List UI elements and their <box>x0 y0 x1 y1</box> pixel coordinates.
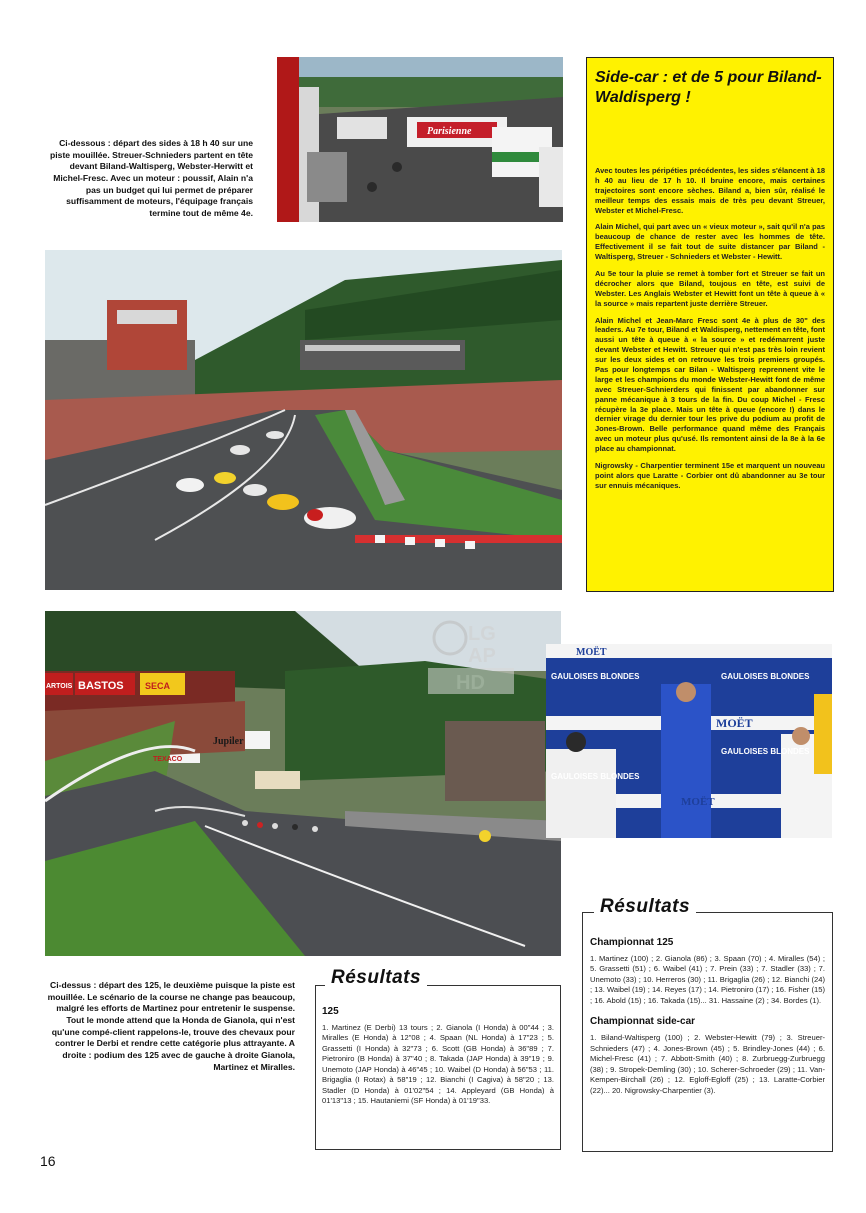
seca-sign: SECA <box>145 681 171 691</box>
sidecar-article-title: Side-car : et de 5 pour Biland-Waldisperg ! <box>595 69 822 106</box>
watermark-logo <box>428 612 514 696</box>
results-125-category: 125 <box>322 1006 339 1017</box>
championship-sidecar-text: 1. Biland-Waltisperg (100) ; 2. Webster-Hewitt (79) ; 3. Streuer-Schnieders (47) ; 4. Jones-Brown (45) ; 5. Brindley-Jones (44) ; 6. Michel-Fresc (41) ; 7. Abbott-Smith (40) ; 8. Zurbruegg-Zurbruegg (38) ; 9. Stropek-Demling (30) ; 10. Scherer-Schroeder (29) ; 11. Van-Kempen-Birchall (26) ; 12. Egloff-Egloff (25) ; 13. Laratte-Corbier (22)... 20. Nigrowsky-Charpentier (3). <box>590 1033 825 1095</box>
moet-sign: MOËT <box>681 796 715 808</box>
parisienne-sign: Parisienne <box>427 126 472 137</box>
photo-sidecar-start <box>45 250 562 590</box>
gauloises-sign: GAULOISES BLONDES <box>551 672 640 681</box>
caption-125-start: Ci-dessus : départ des 125, le deuxième puisque la piste est mouillée. Le scénario de la course ne change pas beaucoup, malgré les efforts de Martinez pour entretenir le suspense. Tout le monde attend que la Honda de Gianola, qui n'est qu'une compé-client rappelons-le, trouve des chevaux pour contrer le Derbi et rendre cette catégorie plus attrayante. A droite : podium des 125 avec de gauche à droite Gianola, Martinez et Miralles. <box>47 980 295 1072</box>
svg-text:AP: AP <box>468 645 496 667</box>
sidecar-paragraph: Nigrowsky - Charpentier terminent 15e et marquent un nouveau point alors que Laratte - Corbier ont dû abandonner au 3e tour sur ennuis mécaniques. <box>595 461 825 490</box>
results-125-heading: Résultats <box>325 967 427 989</box>
svg-text:LG: LG <box>468 623 496 645</box>
artois-sign: ARTOIS <box>46 683 73 690</box>
sidecar-paragraph: Avec toutes les péripéties précédentes, les sides s'élancent à 18 h 40 au lieu de 17 h 10. Il bruine encore, mais certaines trajectoires sont encore sèches. Biland a, bien sûr, réalisé le meilleur temps des essais mais de très peu devant Streuer, Webster et Michel-Fresc. <box>595 166 825 215</box>
championship-125-title: Championnat 125 <box>590 937 674 948</box>
results-championship-box <box>582 912 833 1152</box>
bastos-sign: BASTOS <box>78 680 124 692</box>
photo-125-podium <box>546 644 832 838</box>
caption-sidecar-start: Ci-dessous : départ des sides à 18 h 40 sur une piste mouillée. Streuer-Schnieders partent en tête devant Biland-Waltisperg, Webster-Herwitt et Michel-Fresc. Avec un moteur : poussif, Alain n'a pas un budget qui lui permet de préparer suffisamment de moteurs, l'équipage français termine tout de même 4e. <box>50 138 253 219</box>
photo-paddock <box>277 57 563 222</box>
sidecar-paragraph: Alain Michel et Jean-Marc Fresc sont 4e à plus de 30" des leaders. Au 7e tour, Biland et Waldisperg, nettement en tête, font aussi un tête à queue à « la source » et redémarrent juste devant Webster et Hewitt. Streuer qui n'est pas très loin revient sur les deux sides et on retrouve les trois premiers groupés. Pas pour longtemps car Bilan - Waltisperg reprennent vite le large et les champions du monde Webster-Hewitt font de même avec Streuer-Schnierders qui finissent par abandonner sur panne mécanique à 3 tours de la fin. Du coup Michel - Fresc récupère la 3e place. Mais un tête à queue (encore !) dans le dernier virage du dernier tour les prive du podium au profit de Jones-Brown. Belle performance quand même des Français avec un moteur plus qu'usé. Ils remontent ainsi de la 8e à la 6e place au championnat. <box>595 315 825 454</box>
gauloises-sign: GAULOISES BLONDES <box>551 772 640 781</box>
sidecar-paragraph: Au 5e tour la pluie se remet à tomber fort et Streuer se fait un décrocher alors que Biland, toujous en tête, est suivi de Webster. Les Anglais Webster et Hewitt font un tête à queue à « la source » mais repartent juste derrière Streuer. <box>595 269 825 308</box>
results-125-text: 1. Martinez (E Derbi) 13 tours ; 2. Gianola (I Honda) à 00"44 ; 3. Miralles (E Honda) à 12"08 ; 4. Spaan (NL Honda) à 17"23 ; 5. Grassetti (I Honda) à 32"73 ; 6. Scott (GB Honda) à 36"89 ; 7. Pietroniro (B Honda) à 37"40 ; 8. Takada (JAP Honda) à 39"19 ; 9. Unemoto (JAP Honda) à 46"45 ; 10. Waibel (D Honda) à 56"53 ; 11. Brigaglia (I Rotax) à 58"19 ; 12. Bianchi (I Cagiva) à 58"20 ; 13. Stadler (D Honda) à 01'02"54 ; 14. Appleyard (GB Honda) à 01'13"13 ; 15. Hautaniemi (SF Honda) à 01'19"33. <box>322 1023 554 1106</box>
results-125-box <box>315 985 561 1150</box>
jupiler-sign: Jupiler <box>213 736 244 747</box>
moet-sign: MOËT <box>716 716 753 730</box>
moet-sign: MOËT <box>576 647 607 658</box>
page-number: 16 <box>40 1153 56 1169</box>
gauloises-sign: GAULOISES BLONDES <box>721 747 810 756</box>
championship-sidecar-title: Championnat side-car <box>590 1016 696 1028</box>
gauloises-sign: GAULOISES BLONDES <box>721 672 810 681</box>
texaco-sign: TEXACO <box>153 756 183 763</box>
sidecar-article-box <box>586 57 834 592</box>
results-championship-heading: Résultats <box>594 896 696 918</box>
championship-125-text: 1. Martinez (100) ; 2. Gianola (86) ; 3. Spaan (70) ; 4. Miralles (54) ; 5. Grassetti (51) ; 6. Waibel (41) ; 7. Prein (33) ; 7. Stadler (33) ; 7. Unemoto (33) ; 10. Herreros (30) ; 11. Brigaglia (26) ; 12. Bianchi (24) ; 13. Waibel (19) ; 14. Reyes (17) ; 14. Pietroniro (17) ; 16. Fisher (15) ; 16. Abold (15) ; 16. Takada (15)... 31. Hassaine (2) ; 34. Bordes (1). <box>590 954 825 1005</box>
sidecar-paragraph: Alain Michel, qui part avec un « vieux moteur », sait qu'il n'a pas beaucoup de chance de rester avec les hommes de tête. Effectivement il se fait tout de suite distancer par Biland - Waltisperg, Streuer - Schnieders et Webster - Hewitt. <box>595 222 825 262</box>
svg-text:HD: HD <box>456 672 485 694</box>
